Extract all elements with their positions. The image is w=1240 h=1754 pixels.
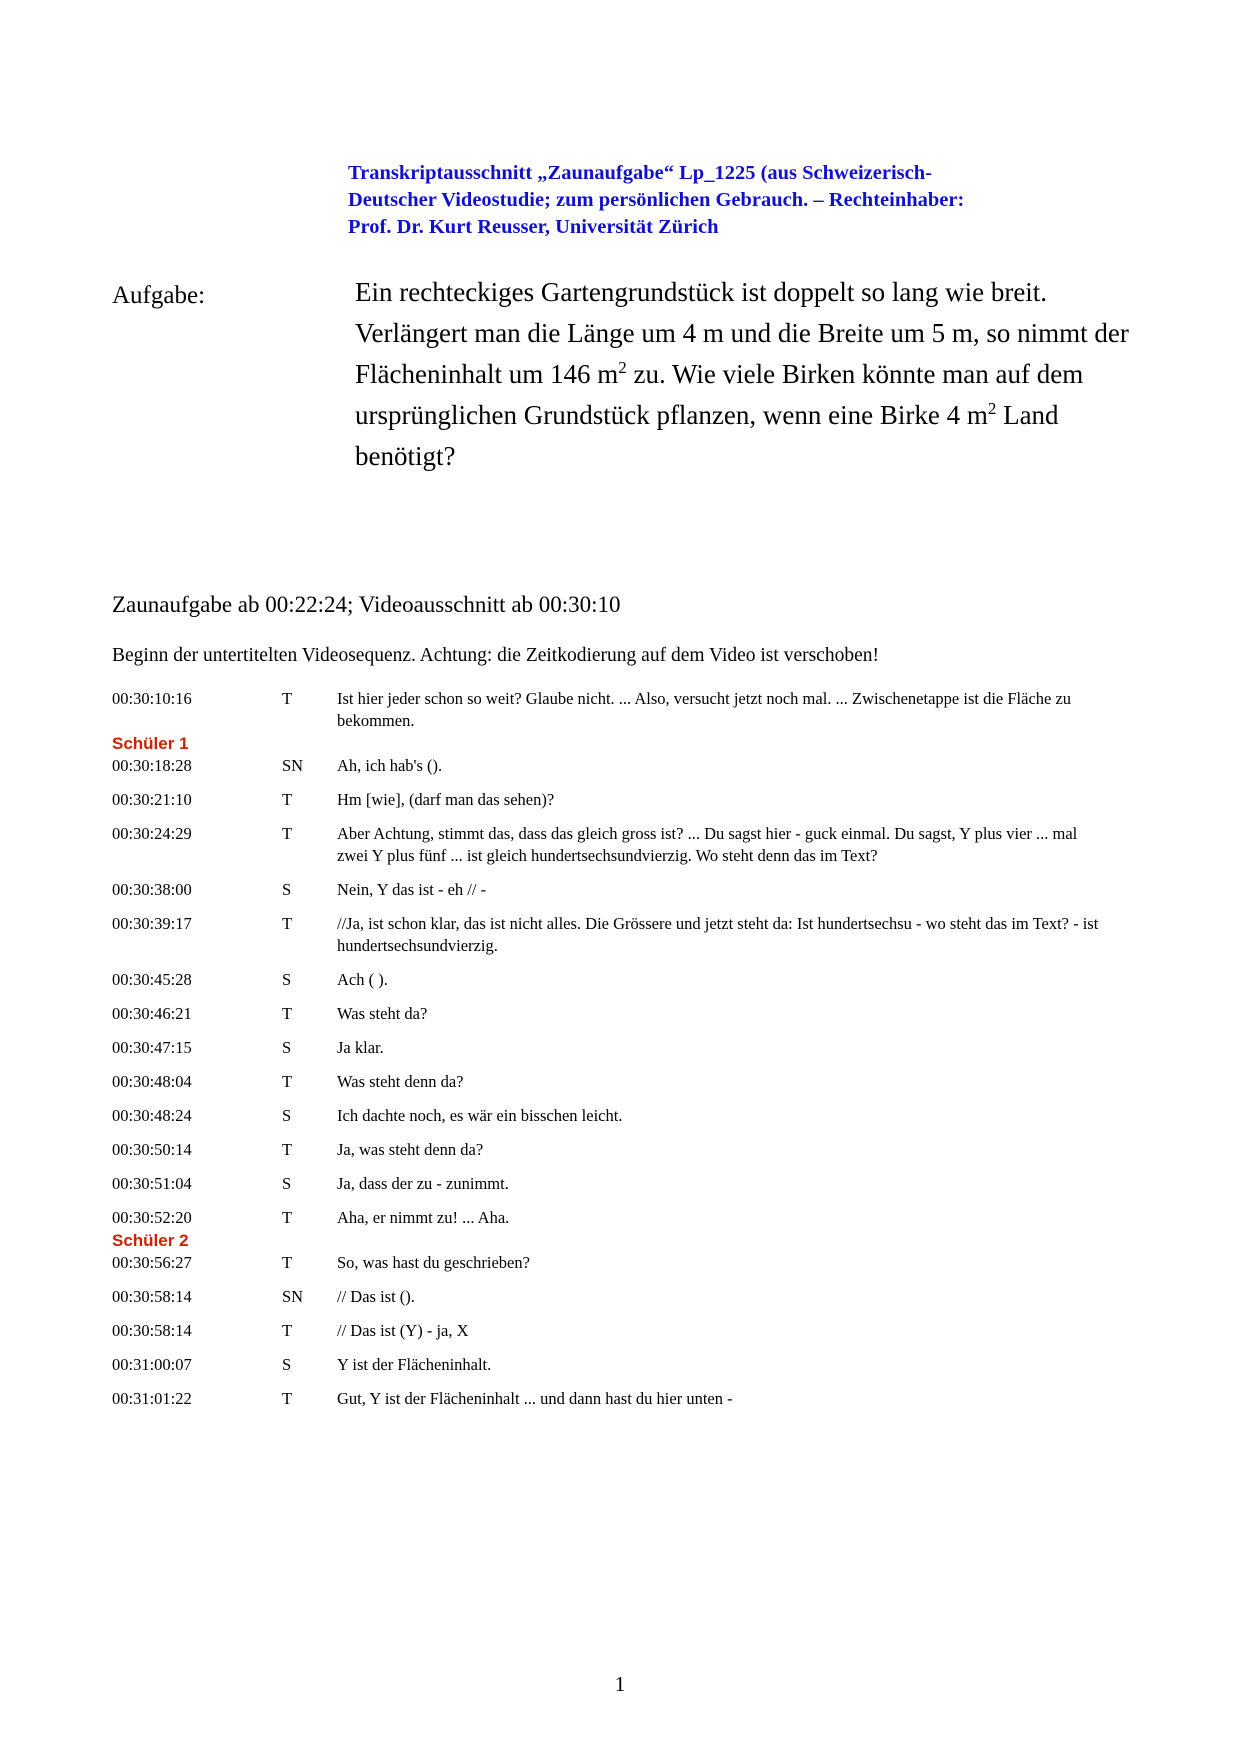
transcript-text: //Ja, ist schon klar, das ist nicht alles. Die Grössere und jetzt steht da: Ist hundertsechsu - wo steht das im Text? - ist hundertsechsundvierzig. bbox=[337, 914, 1099, 955]
section-note: Beginn der untertitelten Videosequenz. Achtung: die Zeitkodierung auf dem Video ist verschoben! bbox=[112, 645, 879, 666]
table-row bbox=[112, 1105, 1130, 1127]
transcript-speaker: T bbox=[282, 1004, 293, 1023]
transcript-speaker: S bbox=[282, 1106, 292, 1125]
transcript-speaker: S bbox=[282, 880, 292, 899]
transcript-speaker: S bbox=[282, 1038, 292, 1057]
transcript-time: 00:30:48:24 bbox=[112, 1106, 192, 1125]
transcript-speaker: SN bbox=[282, 1287, 304, 1306]
transcript-speaker: T bbox=[282, 824, 293, 843]
header-line-2: Deutscher Videostudie; zum persönlichen Gebrauch. – Rechteinhaber: bbox=[348, 189, 965, 211]
transcript-speaker: T bbox=[282, 790, 293, 809]
table-row bbox=[112, 879, 1130, 901]
marker-student-2: Schüler 2 bbox=[112, 1231, 189, 1250]
transcript-text: Aber Achtung, stimmt das, dass das gleich gross ist? ... Du sagst hier - guck einmal. Du sagst, Y plus vier ... mal zwei Y plus fünf ... ist gleich hundertsechsundvierzig. Wo steht denn das im Text? bbox=[337, 824, 1078, 865]
section-heading: Zaunaufgabe ab 00:22:24; Videoausschnitt ab 00:30:10 bbox=[112, 592, 621, 617]
transcript-time: 00:30:18:28 bbox=[112, 756, 192, 775]
table-row bbox=[112, 1139, 1130, 1161]
transcript-speaker: T bbox=[282, 1140, 293, 1159]
table-row bbox=[112, 1173, 1130, 1195]
transcript-text: Was steht da? bbox=[337, 1004, 428, 1023]
table-row bbox=[112, 913, 1130, 957]
table-row bbox=[112, 688, 1130, 732]
table-row bbox=[112, 1252, 1130, 1274]
task-text: Ein rechteckiges Gartengrundstück ist doppelt so lang wie breit. Verlängert man die Länge um 4 m und die Breite um 5 m, so nimmt der Flächeninhalt um 146 $m^2$ zu. Wie viele Birken könnte man auf dem ursprünglichen Grundstück pflanzen, wenn eine Birke 4 $m^2$ Land benötigt? bbox=[355, 277, 1129, 471]
transcript-text: Aha, er nimmt zu! ... Aha. bbox=[337, 1208, 510, 1227]
task-label: Aufgabe: bbox=[112, 282, 206, 309]
transcript-text: Was steht denn da? bbox=[337, 1072, 464, 1091]
transcript-text: Y ist der Flächeninhalt. bbox=[337, 1355, 492, 1374]
table-row bbox=[112, 1286, 1130, 1308]
transcript-speaker: T bbox=[282, 1072, 293, 1091]
table-row bbox=[112, 755, 1130, 777]
transcript-speaker: T bbox=[282, 1321, 293, 1340]
table-row bbox=[112, 1320, 1130, 1342]
transcript-text: // Das ist (Y) - ja, X bbox=[337, 1321, 469, 1340]
table-row bbox=[112, 1071, 1130, 1093]
transcript-time: 00:30:48:04 bbox=[112, 1072, 192, 1091]
transcript-text: Ich dachte noch, es wär ein bisschen leicht. bbox=[337, 1106, 623, 1125]
transcript-list bbox=[112, 688, 1130, 1422]
transcript-time: 00:30:52:20 bbox=[112, 1208, 192, 1227]
transcript-text: Ah, ich hab's (). bbox=[337, 756, 443, 775]
table-row bbox=[112, 1037, 1130, 1059]
transcript-text: So, was hast du geschrieben? bbox=[337, 1253, 530, 1272]
transcript-time: 00:31:00:07 bbox=[112, 1355, 192, 1374]
page-number: 1 bbox=[614, 1672, 626, 1696]
transcript-text: Ja klar. bbox=[337, 1038, 384, 1057]
transcript-time: 00:30:58:14 bbox=[112, 1321, 192, 1340]
transcript-time: 00:30:21:10 bbox=[112, 790, 192, 809]
transcript-text: Ja, dass der zu - zunimmt. bbox=[337, 1174, 509, 1193]
transcript-speaker: T bbox=[282, 914, 293, 933]
transcript-speaker: S bbox=[282, 1355, 292, 1374]
transcript-speaker: S bbox=[282, 1174, 292, 1193]
transcript-text: Nein, Y das ist - eh // - bbox=[337, 880, 487, 899]
table-row bbox=[112, 1207, 1130, 1229]
transcript-speaker: T bbox=[282, 1253, 293, 1272]
transcript-time: 00:30:51:04 bbox=[112, 1174, 192, 1193]
transcript-time: 00:30:46:21 bbox=[112, 1004, 192, 1023]
transcript-speaker: T bbox=[282, 1389, 293, 1408]
header-line-1: Transkriptausschnitt „Zaunaufgabe“ Lp_1225 (aus Schweizerisch- bbox=[348, 162, 932, 184]
transcript-time: 00:30:50:14 bbox=[112, 1140, 192, 1159]
transcript-time: 00:30:58:14 bbox=[112, 1287, 192, 1306]
header-line-3: Prof. Dr. Kurt Reusser, Universität Zürich bbox=[348, 216, 719, 238]
transcript-time: 00:30:56:27 bbox=[112, 1253, 192, 1272]
transcript-time: 00:30:10:16 bbox=[112, 689, 192, 708]
table-row bbox=[112, 1003, 1130, 1025]
transcript-text: Gut, Y ist der Flächeninhalt ... und dann hast du hier unten - bbox=[337, 1389, 733, 1408]
transcript-time: 00:30:38:00 bbox=[112, 880, 192, 899]
transcript-text: // Das ist (). bbox=[337, 1287, 415, 1306]
table-row bbox=[112, 823, 1130, 867]
table-row bbox=[112, 1388, 1130, 1410]
transcript-time: 00:30:47:15 bbox=[112, 1038, 192, 1057]
transcript-speaker: T bbox=[282, 689, 293, 708]
transcript-time: 00:30:39:17 bbox=[112, 914, 192, 933]
table-row bbox=[112, 789, 1130, 811]
table-row bbox=[112, 969, 1130, 991]
transcript-time: 00:30:24:29 bbox=[112, 824, 192, 843]
table-row bbox=[112, 1354, 1130, 1376]
transcript-text: Hm [wie], (darf man das sehen)? bbox=[337, 790, 555, 809]
transcript-text: Ist hier jeder schon so weit? Glaube nicht. ... Also, versucht jetzt noch mal. ... Zwischenetappe ist die Fläche zu bekommen. bbox=[337, 689, 1072, 730]
transcript-speaker: SN bbox=[282, 756, 304, 775]
transcript-time: 00:30:45:28 bbox=[112, 970, 192, 989]
transcript-text: Ach ( ). bbox=[337, 970, 388, 989]
transcript-speaker: S bbox=[282, 970, 292, 989]
transcript-time: 00:31:01:22 bbox=[112, 1389, 192, 1408]
document-header bbox=[348, 160, 1108, 241]
marker-student-1: Schüler 1 bbox=[112, 734, 189, 753]
transcript-text: Ja, was steht denn da? bbox=[337, 1140, 484, 1159]
transcript-speaker: T bbox=[282, 1208, 293, 1227]
